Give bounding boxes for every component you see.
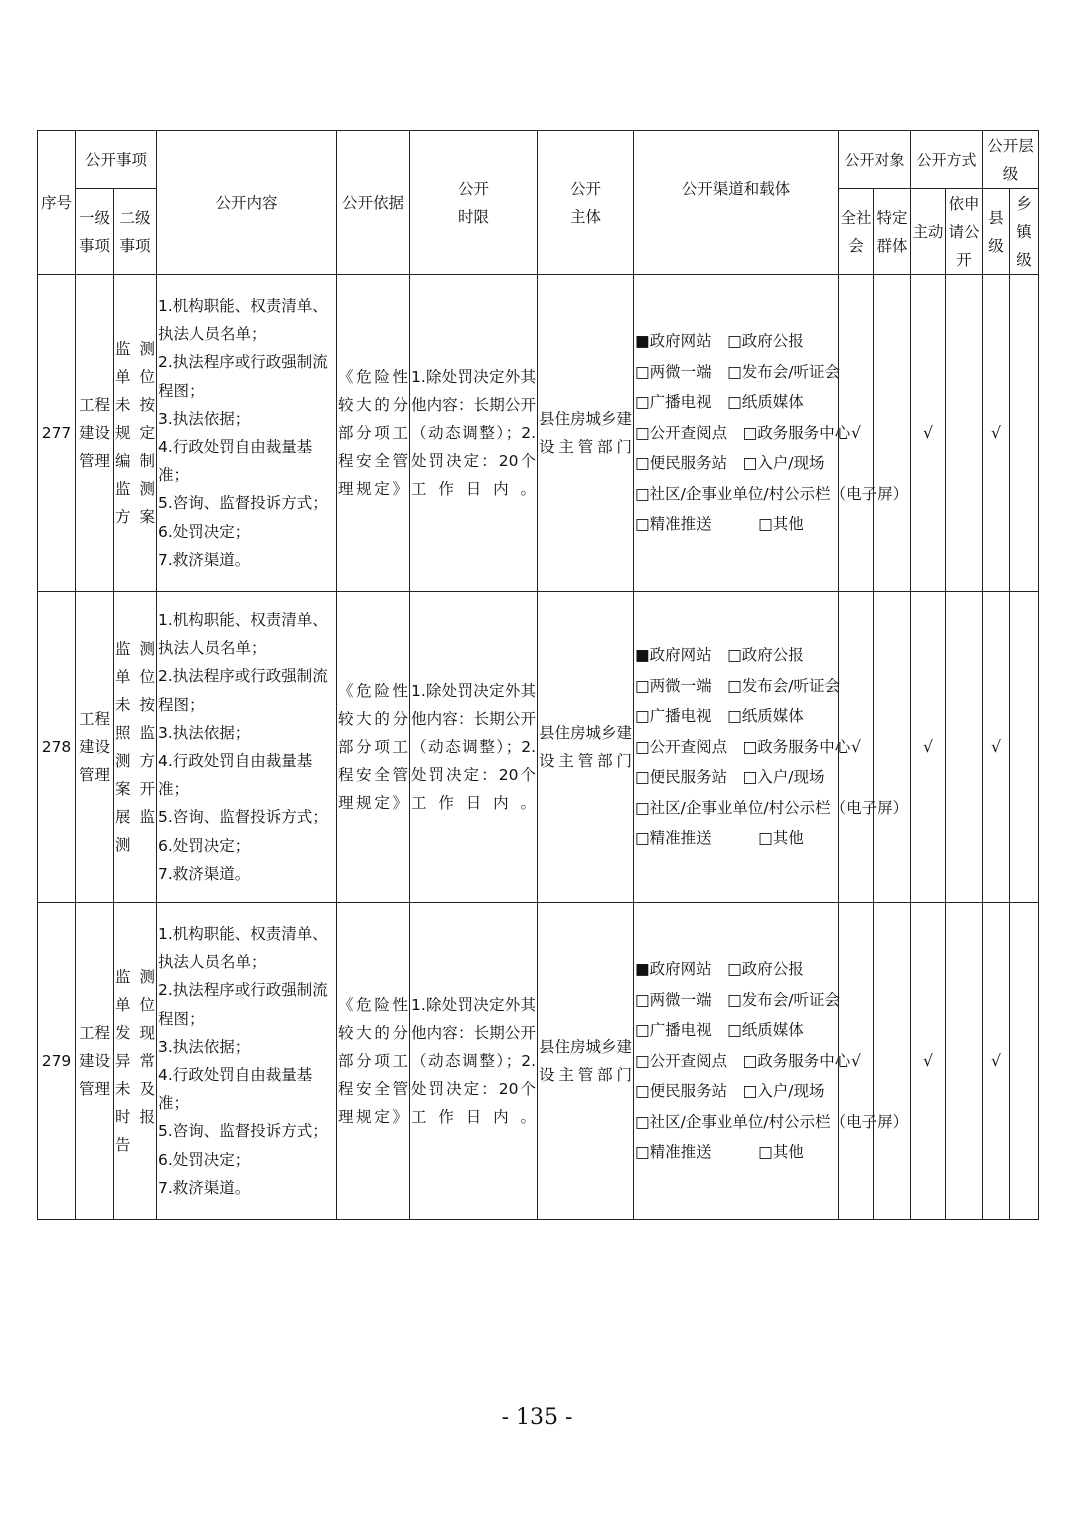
row-seq: 278 [38, 592, 76, 903]
row-time-limit: 1.除处罚决定外其他内容：长期公开（动态调整）；2.处罚决定：20个工作日内。 [410, 275, 538, 592]
header-subject [538, 131, 634, 275]
header-channels: 公开渠道和载体 [634, 131, 839, 275]
content-item: 1.机构职能、权责清单、执法人员名单； [158, 924, 328, 972]
channel-option: □广播电视 □纸质媒体 [635, 707, 804, 726]
channel-option: □精准推送 □其他 [635, 515, 804, 534]
row-basis: 《危险性较大的分部分项工程安全管理规定》 [337, 275, 410, 592]
row-content [157, 592, 337, 903]
channel-option: ■政府网站 □政府公报 [635, 959, 804, 978]
row-tier-county: √ [983, 275, 1010, 592]
channel-option: □精准推送 □其他 [635, 829, 804, 848]
row-seq: 277 [38, 275, 76, 592]
row-basis: 《危险性较大的分部分项工程安全管理规定》 [337, 903, 410, 1220]
channel-option: □社区/企事业单位/村公示栏（电子屏） [635, 484, 909, 503]
channel-option: □社区/企事业单位/村公示栏（电子屏） [635, 1112, 909, 1131]
row-channels [634, 275, 909, 592]
row-audience-all: √ [839, 903, 874, 1220]
content-item: 7.救济渠道。 [158, 550, 251, 569]
channel-option: □两微一端 □发布会/听证会 [635, 362, 841, 381]
table-row [38, 903, 1039, 1220]
channel-option: □两微一端 □发布会/听证会 [635, 990, 841, 1009]
header-method-active: 主动 [911, 189, 946, 275]
header-subject-text: 公开主体 [570, 179, 602, 226]
row-method-active: √ [911, 592, 946, 903]
header-audience: 公开对象 [839, 131, 911, 189]
header-method-request: 依申请公开 [946, 189, 983, 275]
channel-option: ■政府网站 □政府公报 [635, 331, 804, 350]
header-tier: 公开层级 [983, 131, 1039, 189]
row-tier-town [1010, 592, 1039, 903]
content-item: 7.救济渠道。 [158, 1178, 251, 1197]
row-time-limit: 1.除处罚决定外其他内容：长期公开（动态调整）；2.处罚决定：20个工作日内。 [410, 592, 538, 903]
table-row [38, 275, 1039, 592]
header-level2: 二级事项 [114, 189, 157, 275]
row-content [157, 903, 337, 1220]
content-item: 4.行政处罚自由裁量基准； [158, 438, 313, 485]
channel-option: □社区/企事业单位/村公示栏（电子屏） [635, 798, 909, 817]
row-level1: 工程建设管理 [76, 592, 114, 903]
header-seq: 序号 [38, 131, 76, 275]
row-tier-town [1010, 275, 1039, 592]
page-number: - 135 - [501, 1405, 573, 1430]
content-item: 6.处罚决定； [158, 836, 251, 855]
channel-option: □公开查阅点 □政务服务中心 [635, 737, 851, 756]
channel-option: □两微一端 □发布会/听证会 [635, 676, 841, 695]
row-method-active: √ [911, 275, 946, 592]
content-item: 3.执法依据； [158, 409, 251, 428]
row-audience-group [874, 903, 911, 1220]
row-subject: 县住房城乡建设主管部门 [538, 903, 634, 1220]
row-seq: 279 [38, 903, 76, 1220]
channel-option: □公开查阅点 □政务服务中心 [635, 1051, 851, 1070]
content-item: 2.执法程序或行政强制流程图； [158, 667, 328, 714]
header-tier-town: 乡镇级 [1010, 189, 1039, 275]
row-level2: 监测单位未按规定编制监测方案 [114, 275, 157, 592]
row-level1: 工程建设管理 [76, 903, 114, 1220]
content-item: 6.处罚决定； [158, 1150, 251, 1169]
content-item: 3.执法依据； [158, 1037, 251, 1056]
content-item: 5.咨询、监督投诉方式； [158, 1122, 328, 1141]
row-channels [634, 592, 909, 903]
row-audience-group [874, 275, 911, 592]
header-basis: 公开依据 [337, 131, 410, 275]
content-item: 3.执法依据； [158, 723, 251, 742]
content-item: 7.救济渠道。 [158, 864, 251, 883]
channel-option: □公开查阅点 □政务服务中心 [635, 423, 851, 442]
row-tier-county: √ [983, 903, 1010, 1220]
content-item: 5.咨询、监督投诉方式； [158, 808, 328, 827]
content-item: 4.行政处罚自由裁量基准； [158, 1066, 313, 1113]
channel-option: □便民服务站 □入户/现场 [635, 454, 825, 473]
row-method-request [946, 592, 983, 903]
header-time-limit-text: 公开时限 [458, 179, 490, 226]
row-channels [634, 903, 909, 1220]
row-method-request [946, 903, 983, 1220]
header-items: 公开事项 [76, 131, 157, 189]
row-content [157, 275, 337, 592]
header-row-top [38, 131, 1039, 189]
row-subject: 县住房城乡建设主管部门 [538, 275, 634, 592]
channel-option: □广播电视 □纸质媒体 [635, 393, 804, 412]
row-level2: 监测单位发现异常未及时报告 [114, 903, 157, 1220]
row-method-active: √ [911, 903, 946, 1220]
content-item: 4.行政处罚自由裁量基准； [158, 752, 313, 799]
header-tier-county: 县级 [983, 189, 1010, 275]
header-method: 公开方式 [911, 131, 983, 189]
channel-option: □便民服务站 □入户/现场 [635, 768, 825, 787]
channel-option: ■政府网站 □政府公报 [635, 645, 804, 664]
row-audience-all: √ [839, 275, 874, 592]
row-method-request [946, 275, 983, 592]
header-level1: 一级事项 [76, 189, 114, 275]
header-audience-group: 特定群体 [874, 189, 911, 275]
row-audience-group [874, 592, 911, 903]
row-level1: 工程建设管理 [76, 275, 114, 592]
table-row [38, 592, 1039, 903]
row-tier-town [1010, 903, 1039, 1220]
channel-option: □广播电视 □纸质媒体 [635, 1021, 804, 1040]
content-item: 1.机构职能、权责清单、执法人员名单； [158, 610, 328, 658]
content-item: 1.机构职能、权责清单、执法人员名单； [158, 296, 328, 344]
row-time-limit: 1.除处罚决定外其他内容：长期公开（动态调整）；2.处罚决定：20个工作日内。 [410, 903, 538, 1220]
row-tier-county: √ [983, 592, 1010, 903]
row-subject: 县住房城乡建设主管部门 [538, 592, 634, 903]
header-time-limit [410, 131, 538, 275]
content-item: 2.执法程序或行政强制流程图； [158, 981, 328, 1028]
row-level2: 监测单位未按照监测方案开展监测 [114, 592, 157, 903]
disclosure-table [37, 130, 1039, 1220]
header-audience-all: 全社会 [839, 189, 874, 275]
header-content: 公开内容 [157, 131, 337, 275]
content-item: 5.咨询、监督投诉方式； [158, 494, 328, 513]
content-item: 2.执法程序或行政强制流程图； [158, 353, 328, 400]
row-audience-all: √ [839, 592, 874, 903]
content-item: 6.处罚决定； [158, 522, 251, 541]
channel-option: □精准推送 □其他 [635, 1143, 804, 1162]
row-basis: 《危险性较大的分部分项工程安全管理规定》 [337, 592, 410, 903]
channel-option: □便民服务站 □入户/现场 [635, 1082, 825, 1101]
